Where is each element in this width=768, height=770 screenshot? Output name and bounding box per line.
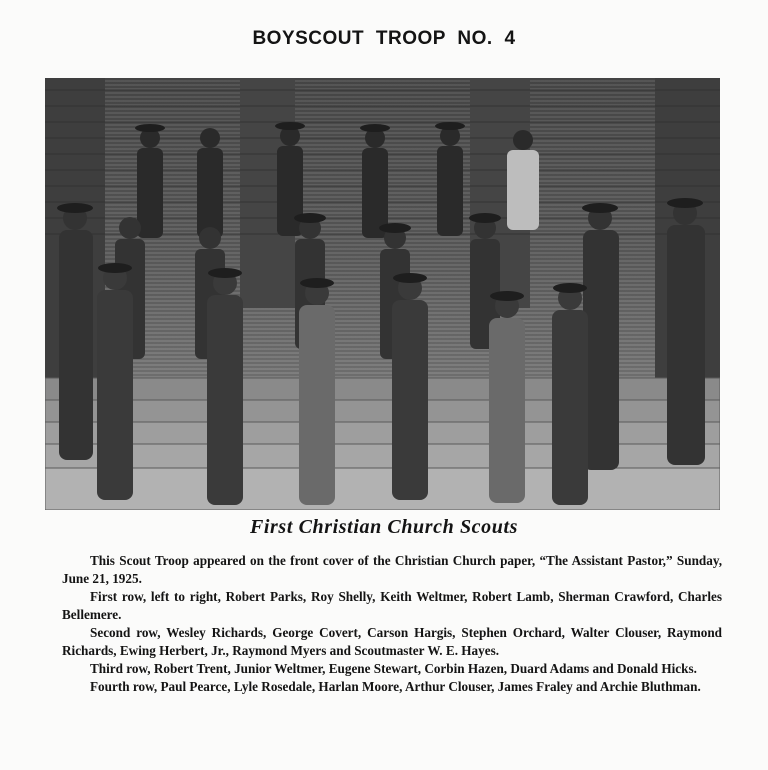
first-row-names: First row, left to right, Robert Parks, Roy Shelly, Keith Weltmer, Robert Lamb, Sherman Crawford, Charles Bellemere. [62, 589, 722, 622]
caption-body [62, 552, 722, 696]
third-row-names: Third row, Robert Trent, Junior Weltmer, Eugene Stewart, Corbin Hazen, Duard Adams and Donald Hicks. [90, 661, 697, 676]
page-title: BOYSCOUT TROOP NO. 4 [252, 28, 516, 49]
group-photo-illustration [45, 78, 720, 510]
caption-intro-paragraph: This Scout Troop appeared on the front cover of the Christian Church paper, “The Assistant Pastor,” Sunday, June 21, 1925. [62, 553, 722, 586]
fourth-row-names: Fourth row, Paul Pearce, Lyle Rosedale, Harlan Moore, Arthur Clouser, James Fraley and Archie Bluthman. [90, 679, 701, 694]
caption-title: First Christian Church Scouts [249, 516, 519, 538]
troop-group-photo [45, 78, 720, 510]
second-row-names: Second row, Wesley Richards, George Covert, Carson Hargis, Stephen Orchard, Walter Clouser, Raymond Richards, Ewing Herbert, Jr., Raymond Myers and Scoutmaster W. E. Hayes. [62, 625, 722, 658]
